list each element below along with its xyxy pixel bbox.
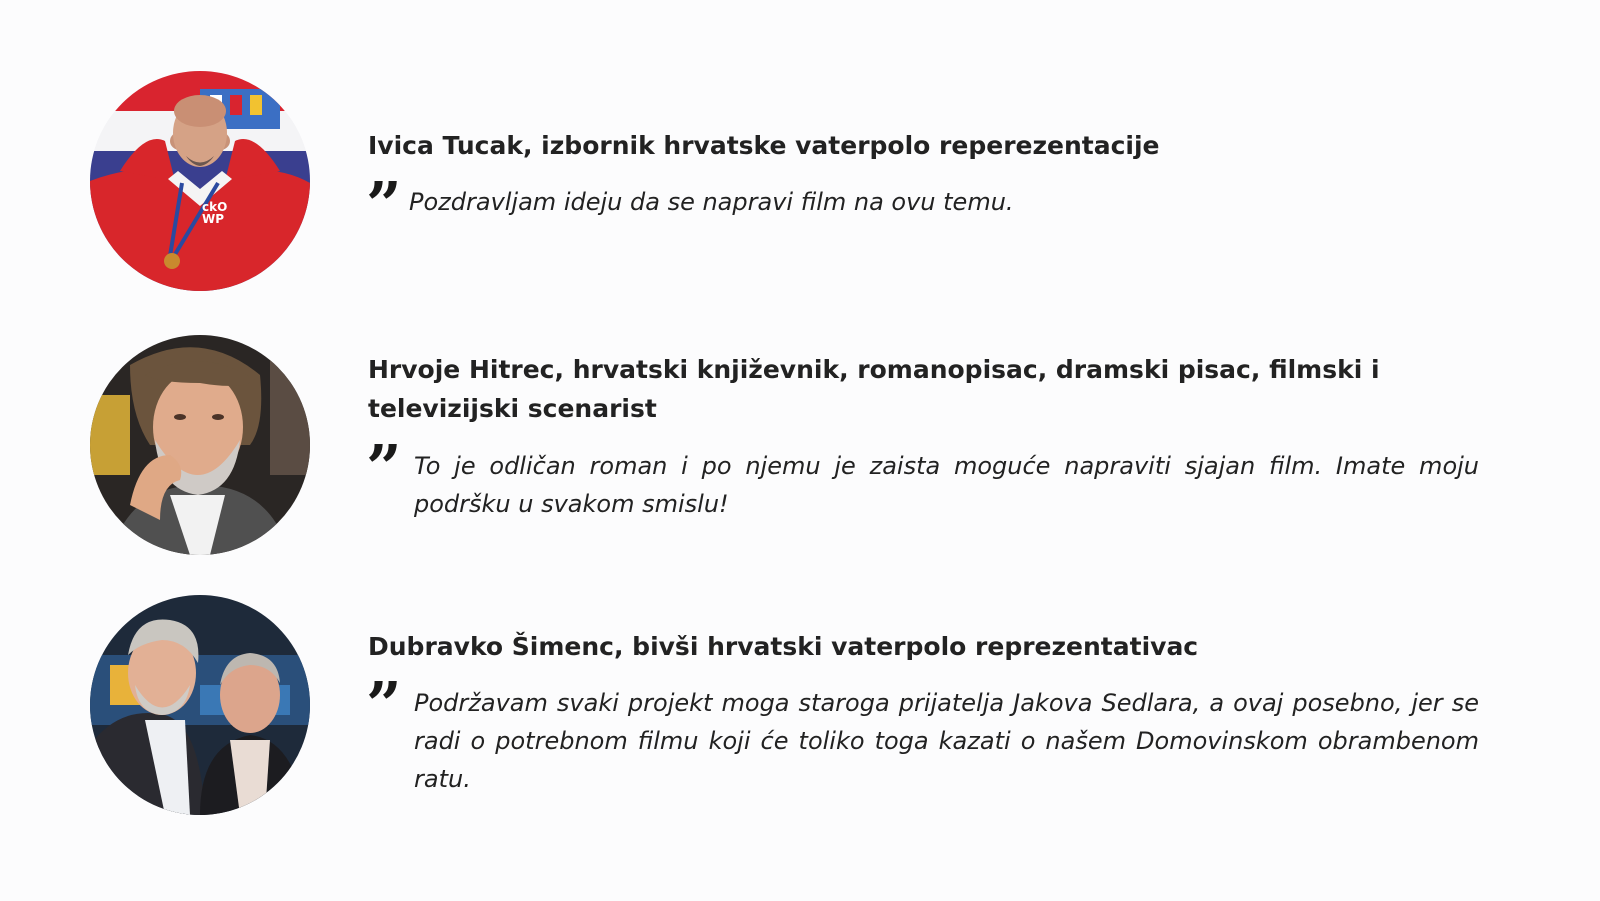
svg-text:ckO: ckO — [202, 200, 228, 214]
portrait-image — [90, 595, 310, 815]
portrait-image — [90, 71, 310, 291]
quote-icon: ” — [366, 174, 402, 214]
avatar-ivica-tucak — [90, 71, 310, 291]
quote-icon: ” — [366, 437, 402, 477]
testimonial-author: Ivica Tucak, izbornik hrvatske vaterpolo reperezentacije — [368, 131, 1160, 160]
avatar-dubravko-simenc — [90, 595, 310, 815]
portrait-image — [90, 335, 310, 555]
quote-icon: ” — [366, 674, 402, 714]
testimonial-quote: Pozdravljam ideju da se napravi film na ovu temu. — [409, 188, 1014, 216]
testimonial-author: Dubravko Šimenc, bivši hrvatski vaterpolo reprezentativac — [368, 632, 1199, 661]
testimonial-author: Hrvoje Hitrec, hrvatski književnik, romanopisac, dramski pisac, filmski i televizijski scenarist — [368, 355, 1380, 423]
testimonial-quote: Podržavam svaki projekt moga staroga prijatelja Jakova Sedlara, a ovaj posebno, jer se radi o potrebnom filmu koji će toliko toga kazati o našem Domovinskom obrambenom ratu. — [414, 689, 1479, 793]
svg-text:WP: WP — [202, 212, 225, 226]
avatar-hrvoje-hitrec — [90, 335, 310, 555]
testimonial-quote: To je odličan roman i po njemu je zaista moguće napraviti sjajan film. Imate moju podršku u svakom smislu! — [414, 452, 1479, 518]
